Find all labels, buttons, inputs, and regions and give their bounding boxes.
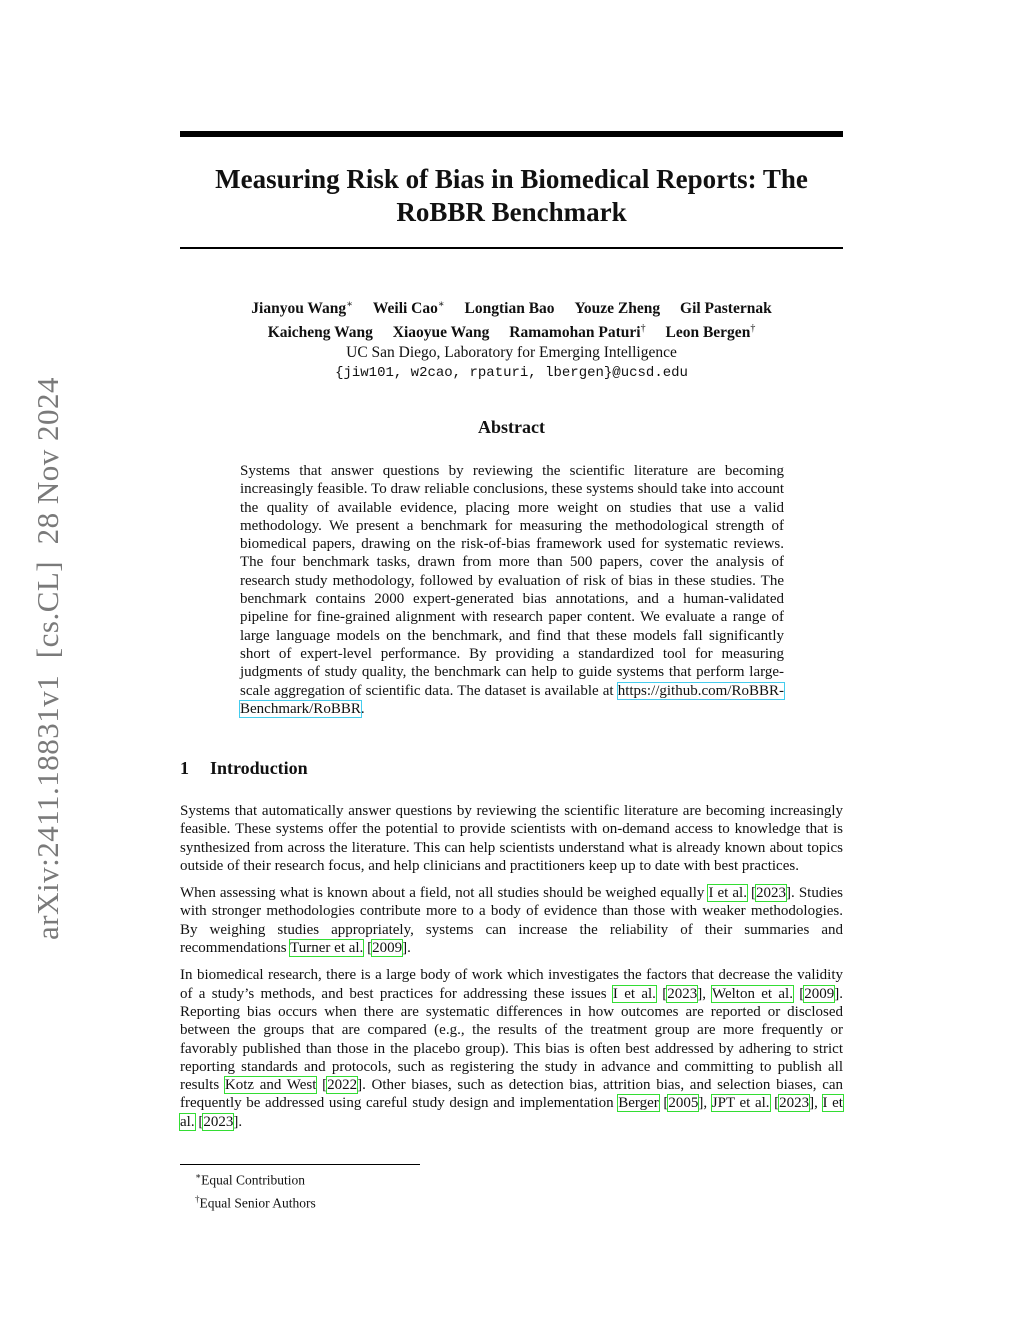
paragraph: In biomedical research, there is a large body of work which investigates the factors that decrease the validity of a study’s methods, and best practices for addressing these issues I et al. [2023], Welton et al. [2009]. Reporting bias occurs when there are systematic differences in how outcomes are reported or disclosed between the groups that are compared (e.g., the results of the treatment group are more frequently or favorably published than those in the placebo group). This bias is often best addressed by adhering to strict reporting standards and protocols, such as registering the study in advance and committing to publish all results Kotz and West [2022]. Other biases, such as detection bias, attrition bias, and selection biases, can frequently be addressed using careful study design and implementation Berger [2005], JPT et al. [2023], I et al. [2023]. bbox=[180, 967, 844, 1130]
author: Longtian Bao bbox=[464, 300, 555, 318]
author: Jianyou Wang∗ bbox=[251, 299, 353, 318]
author-row-1 bbox=[180, 295, 843, 319]
citation-link[interactable]: Turner et al. bbox=[290, 940, 364, 957]
author-block bbox=[180, 295, 843, 383]
citation-year-link[interactable]: 2023 bbox=[779, 1095, 810, 1112]
dataset-link[interactable]: https://github.com/RoBBR-Benchmark/RoBBR bbox=[240, 682, 784, 717]
abstract-heading: Abstract bbox=[478, 417, 545, 437]
citation-year-link[interactable]: 2023 bbox=[203, 1113, 234, 1130]
affiliation: UC San Diego, Laboratory for Emerging Intelligence bbox=[346, 344, 677, 362]
citation-link[interactable]: I et al. bbox=[180, 1095, 843, 1130]
footnote-equal-senior: †Equal Senior Authors bbox=[195, 1193, 316, 1210]
author: Ramamohan Paturi† bbox=[509, 323, 646, 342]
author: Xiaoyue Wang bbox=[392, 324, 490, 342]
citation-link[interactable]: I et al. bbox=[612, 985, 656, 1002]
author: Weili Cao∗ bbox=[372, 299, 445, 318]
citation-link[interactable]: JPT et al. bbox=[711, 1095, 770, 1112]
title-bottom-rule bbox=[180, 247, 843, 249]
author: Gil Pasternak bbox=[680, 300, 772, 318]
author-emails: {jiw101, w2cao, rpaturi, lbergen}@ucsd.edu bbox=[335, 365, 688, 382]
footnotes bbox=[195, 1167, 316, 1212]
citation-year-link[interactable]: 2009 bbox=[372, 940, 403, 957]
citation-link[interactable]: Berger bbox=[618, 1095, 659, 1112]
footnote-equal-contribution: ∗Equal Contribution bbox=[195, 1171, 305, 1188]
citation-year-link[interactable]: 2005 bbox=[668, 1095, 699, 1112]
abstract-text: Systems that answer questions by reviewing the scientific literature are becoming increasingly feasible. To draw reliable conclusions, these systems should take into account the quality of available evidence, placing more weight on studies that use a valid methodology. We present a benchmark for measuring the methodological strength of biomedical papers, drawing on the risk-of-bias framework used for systematic reviews. The four benchmark tasks, drawn from more than 500 papers, cover the analysis of research study methodology, followed by evaluation of risk of bias in these studies. The benchmark contains 2000 expert-generated bias annotations, and a human-validated pipeline for fine-grained alignment with research paper content. We evaluate a range of large language models on the benchmark, and find that these models fall significantly short of expert-level performance. By providing a standardized tool for measuring judgments of study quality, the benchmark can help to guide systems that perform large-scale aggregation of scientific data. The dataset is available at https://github.com/RoBBR-Benchmark/RoBBR. bbox=[240, 463, 784, 717]
citation-year-link[interactable]: 2023 bbox=[756, 885, 787, 902]
footnote-rule bbox=[180, 1164, 420, 1165]
author: Youze Zheng bbox=[574, 300, 661, 318]
citation-year-link[interactable]: 2023 bbox=[667, 985, 698, 1002]
citation-link[interactable]: Kotz and West bbox=[224, 1077, 317, 1094]
title-top-rule bbox=[180, 131, 843, 137]
paragraph: When assessing what is known about a field, not all studies should be weighed equally I et al. [2023]. Studies with stronger methodologies contribute more to a body of evidence than those with weaker methodologies. By weighing studies appropriately, systems can increase the reliability of their summaries and recommendations Turner et al. [2009]. bbox=[180, 885, 843, 957]
author-row-2 bbox=[180, 319, 843, 343]
arxiv-stamp: arXiv:2411.18831v1 [cs.CL] 28 Nov 2024 bbox=[30, 376, 65, 940]
paragraph: Systems that automatically answer questions by reviewing the scientific literature are becoming increasingly feasible. These systems offer the potential to provide scientists with on-demand access to knowledge that is synthesized from across the literature. This can help scientists understand what is already known about topics outside of their research focus, and help clinicians and practitioners keep up to date with best practices. bbox=[180, 803, 843, 874]
citation-year-link[interactable]: 2022 bbox=[327, 1077, 358, 1094]
citation-link[interactable]: I et al. bbox=[708, 885, 747, 902]
author: Kaicheng Wang bbox=[267, 324, 373, 342]
citation-year-link[interactable]: 2009 bbox=[804, 985, 835, 1002]
introduction-body bbox=[180, 802, 843, 1140]
paper-title: Measuring Risk of Bias in Biomedical Reports: The RoBBR Benchmark bbox=[215, 164, 808, 227]
citation-link[interactable]: Welton et al. bbox=[712, 985, 793, 1002]
author: Leon Bergen† bbox=[665, 323, 756, 342]
section-heading-introduction: 1 Introduction bbox=[180, 758, 308, 778]
